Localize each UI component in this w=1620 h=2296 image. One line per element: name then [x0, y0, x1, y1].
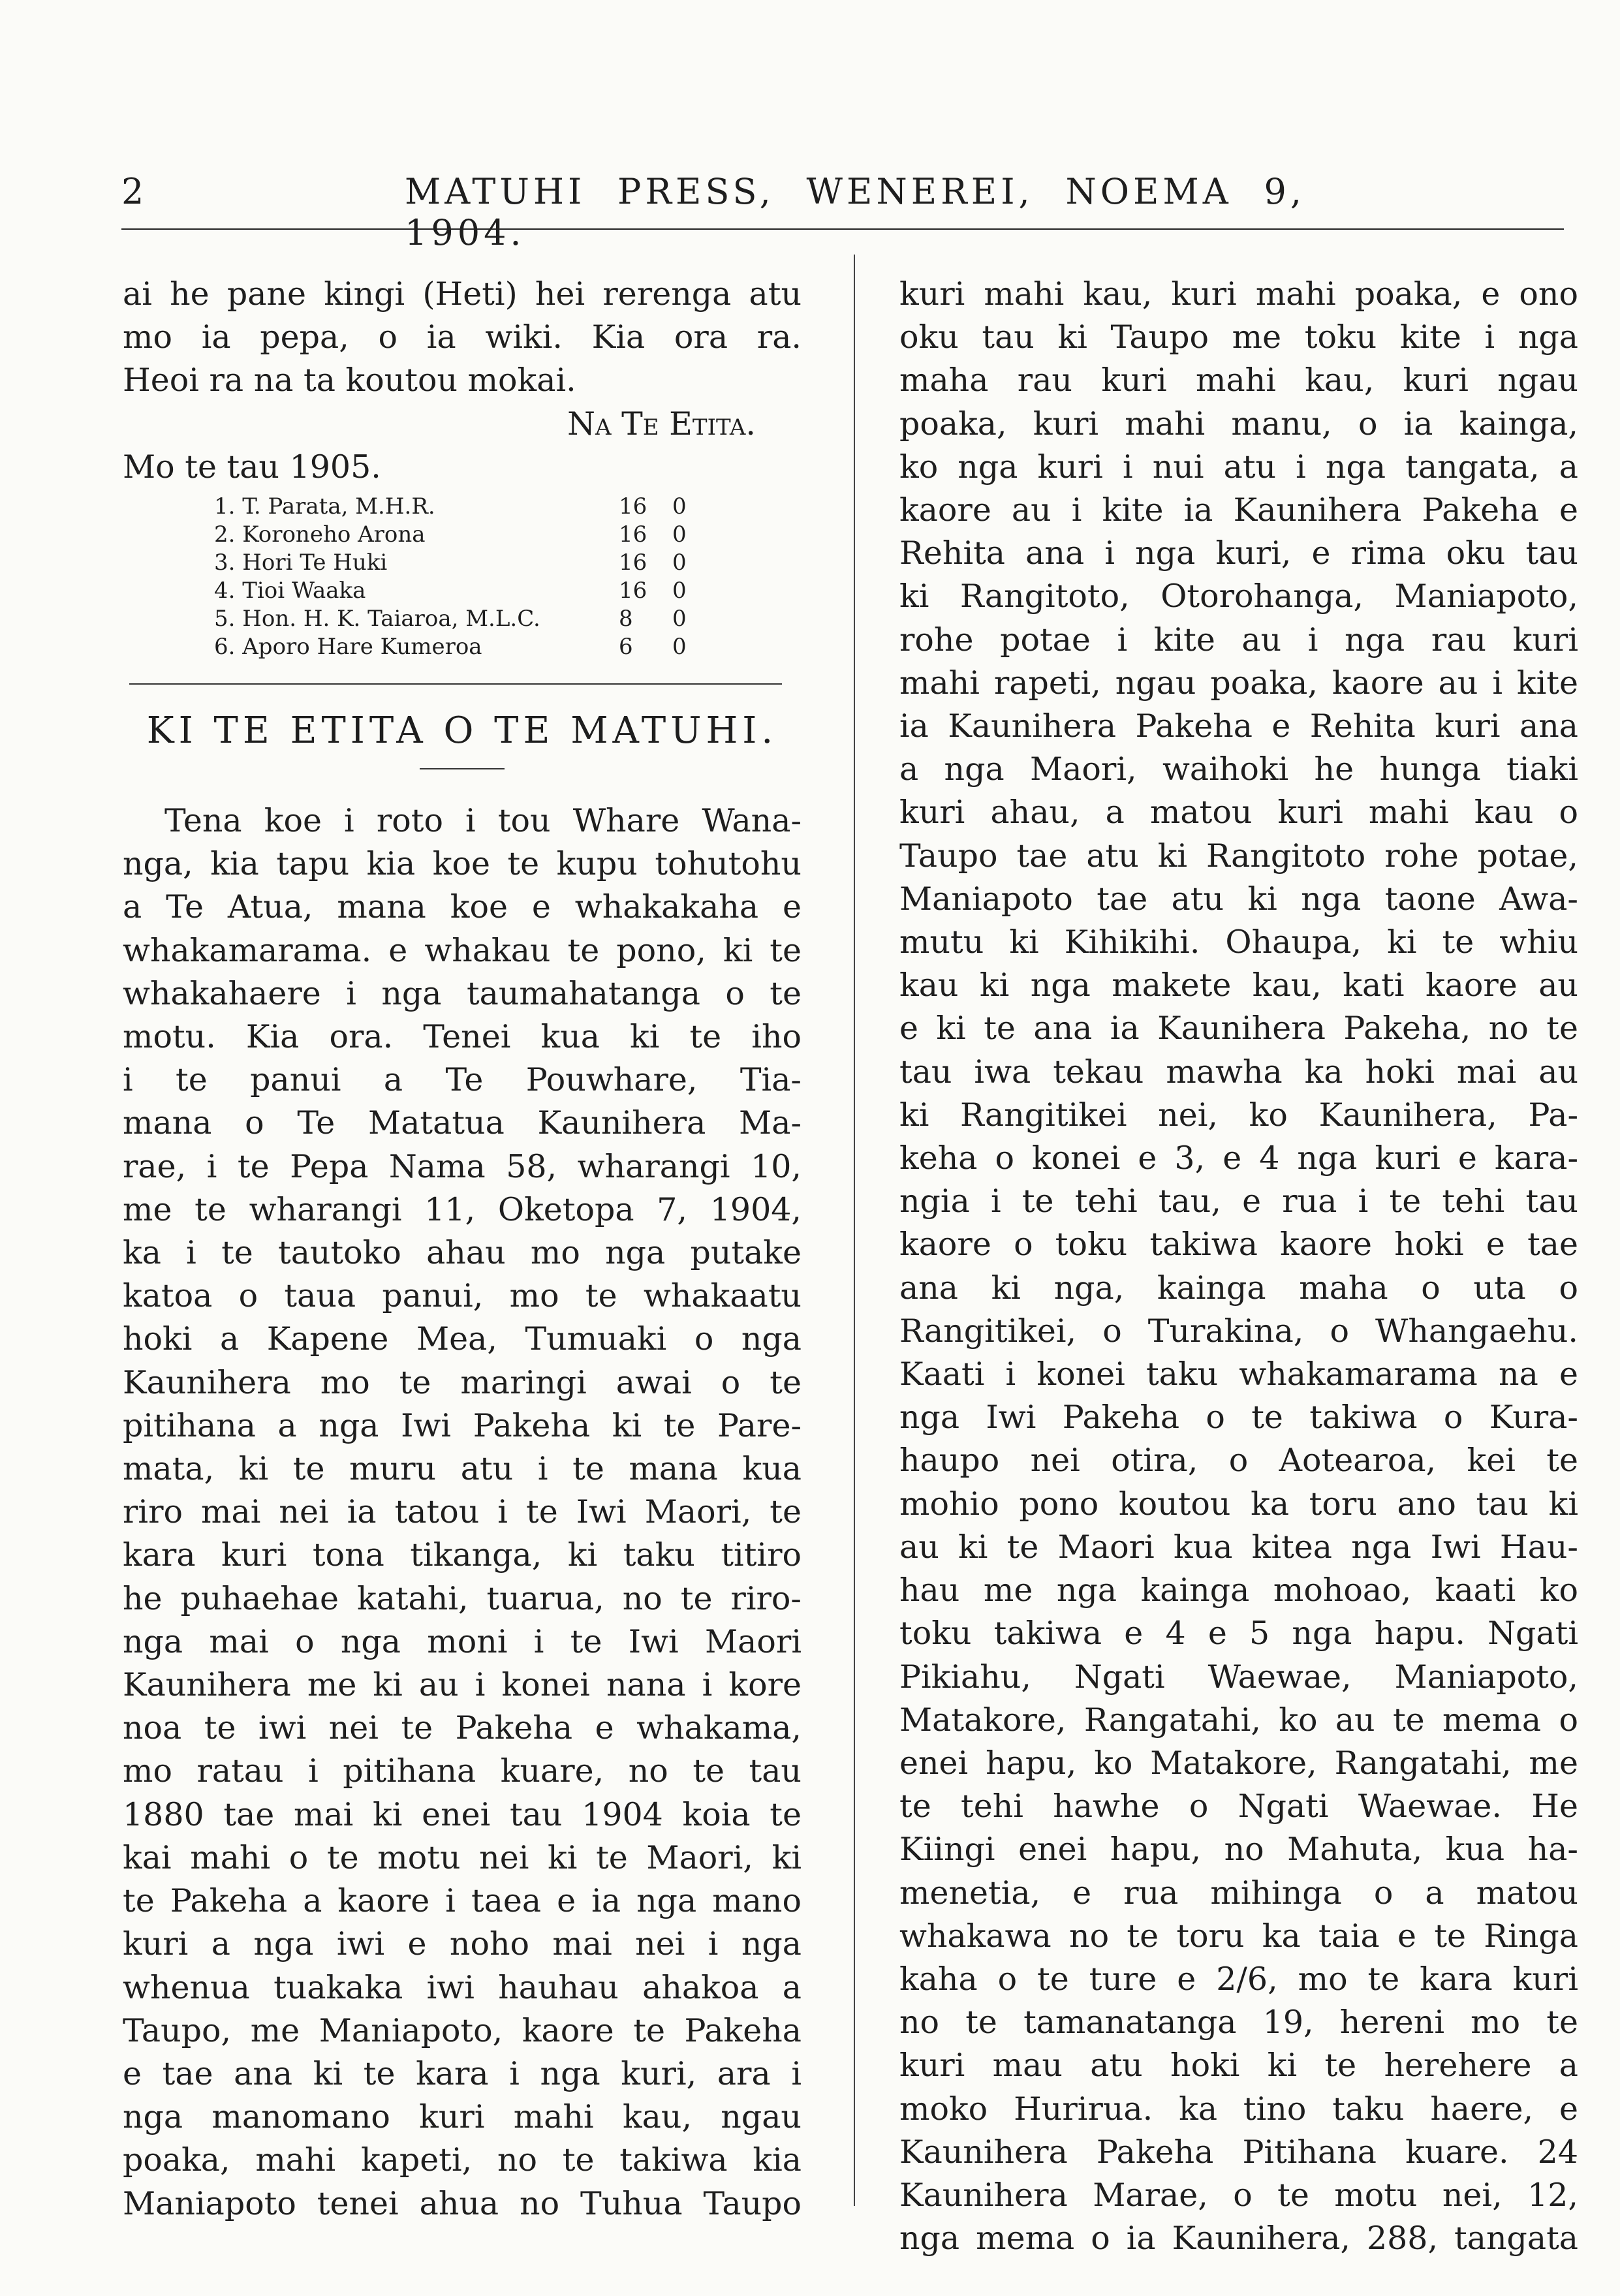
- subscription-row: [214, 493, 698, 521]
- subscription-row: [214, 549, 698, 577]
- text-line: te Pakeha a kaore i taea e ia nga mano: [123, 1882, 802, 1920]
- text-line: Kaunihera Pakeha Pitihana kuare. 24: [899, 2133, 1578, 2171]
- right-column: [899, 273, 1578, 2260]
- text-line: ai he pane kingi (Heti) hei rerenga atu: [123, 275, 802, 313]
- text-line: nga manomano kuri mahi kau, ngau: [123, 2098, 802, 2136]
- text-line: ki Rangitikei nei, ko Kaunihera, Pa-: [899, 1096, 1578, 1134]
- intro-paragraph: [123, 273, 802, 403]
- subscription-pence: 0: [672, 634, 687, 660]
- subscription-pence: 0: [672, 578, 687, 604]
- text-line: katoa o taua panui, mo te whakaatu: [123, 1277, 802, 1315]
- text-line: nga Iwi Pakeha o te takiwa o Kura-: [899, 1399, 1578, 1436]
- text-line: motu. Kia ora. Tenei kua ki te iho: [123, 1018, 802, 1056]
- text-line: maha rau kuri mahi kau, kuri ngau: [899, 362, 1578, 399]
- text-line: mo ratau i pitihana kuare, no te tau: [123, 1752, 802, 1790]
- text-line: au ki te Maori kua kitea nga Iwi Hau-: [899, 1528, 1578, 1566]
- text-line: moko Hurirua. ka tino taku haere, e: [899, 2090, 1578, 2128]
- text-line: Pikiahu, Ngati Waewae, Maniapoto,: [899, 1658, 1578, 1696]
- text-line: ki Rangitoto, Otorohanga, Maniapoto,: [899, 578, 1578, 615]
- subscription-amount: 16: [619, 578, 647, 604]
- subscription-row: [214, 521, 698, 549]
- text-line: kuri ahau, a matou kuri mahi kau o: [899, 794, 1578, 831]
- text-line: mahi rapeti, ngau poaka, kaore au i kite: [899, 664, 1578, 702]
- text-line: i te panui a Te Pouwhare, Tia-: [123, 1061, 802, 1099]
- text-line: Kaati i konei taku whakamarama na e: [899, 1356, 1578, 1393]
- text-line: keha o konei e 3, e 4 nga kuri e kara-: [899, 1140, 1578, 1177]
- text-line: no te tamanatanga 19, hereni mo te: [899, 2004, 1578, 2041]
- text-line: kaore o toku takiwa kaore hoki e tae: [899, 1226, 1578, 1264]
- text-line: mo ia pepa, o ia wiki. Kia ora ra.: [123, 318, 802, 356]
- text-line: ka i te tautoko ahau mo nga putake: [123, 1234, 802, 1272]
- text-line: mana o Te Matatua Kaunihera Ma-: [123, 1104, 802, 1142]
- text-line: kara kuri tona tikanga, ki taku titiro: [123, 1536, 802, 1574]
- text-line: Kaunihera Marae, o te motu nei, 12,: [899, 2176, 1578, 2214]
- subscriber-name: 2. Koroneho Arona: [214, 521, 426, 548]
- text-line: menetia, e rua mihinga o a matou: [899, 1874, 1578, 1912]
- text-line: hoki a Kapene Mea, Tumuaki o nga: [123, 1320, 802, 1358]
- text-line: Maniapoto tenei ahua no Tuhua Taupo: [123, 2184, 802, 2222]
- text-line: rohe potae i kite au i nga rau kuri: [899, 621, 1578, 659]
- subscription-pence: 0: [672, 550, 687, 576]
- text-line: noa te iwi nei te Pakeha e whakama,: [123, 1709, 802, 1747]
- text-line: enei hapu, ko Matakore, Rangatahi, me: [899, 1744, 1578, 1782]
- section-divider: [129, 683, 782, 685]
- text-line: a Te Atua, mana koe e whakakaha e: [123, 888, 802, 926]
- subscription-amount: 16: [619, 550, 647, 576]
- text-line: ia Kaunihera Pakeha e Rehita kuri ana: [899, 707, 1578, 745]
- text-line: a nga Maori, waihoki he hunga tiaki: [899, 751, 1578, 788]
- text-line: ko nga kuri i nui atu i nga tangata, a: [899, 448, 1578, 486]
- text-line: Taupo, me Maniapoto, kaore te Pakeha: [123, 2011, 802, 2049]
- subscription-pence: 0: [672, 493, 687, 520]
- text-line: nga, kia tapu kia koe te kupu tohutohu: [123, 845, 802, 883]
- page-number: 2: [121, 171, 144, 212]
- text-line: Kaunihera mo te maringi awai o te: [123, 1363, 802, 1401]
- text-line: nga mai o nga moni i te Iwi Maori: [123, 1622, 802, 1660]
- text-line: he puhaehae katahi, tuarua, no te riro-: [123, 1579, 802, 1617]
- text-line: Kiingi enei hapu, no Mahuta, kua ha-: [899, 1831, 1578, 1869]
- text-line: poaka, kuri mahi manu, o ia kainga,: [899, 405, 1578, 442]
- text-line: Heoi ra na ta koutou mokai.: [123, 362, 576, 399]
- header-rule: [121, 228, 1564, 230]
- text-line: kuri mau atu hoki ki te herehere a: [899, 2047, 1578, 2085]
- text-line: whakawa no te toru ka taia e te Ringa: [899, 1917, 1578, 1955]
- text-line: kaha o te ture e 2/6, mo te kara kuri: [899, 1960, 1578, 1998]
- text-line: te tehi hawhe o Ngati Waewae. He: [899, 1788, 1578, 1825]
- text-line: mohio pono koutou ka toru ano tau ki: [899, 1485, 1578, 1523]
- text-line: whakahaere i nga taumahatanga o te: [123, 974, 802, 1012]
- text-line: haupo nei otira, o Aotearoa, kei te: [899, 1442, 1578, 1480]
- text-line: kaore au i kite ia Kaunihera Pakeha e: [899, 491, 1578, 529]
- text-line: tau iwa tekau mawha ka hoki mai au: [899, 1053, 1578, 1091]
- subscription-pence: 0: [672, 521, 687, 548]
- text-line: kuri a nga iwi e noho mai nei i nga: [123, 1925, 802, 1963]
- text-line: Rangitikei, o Turakina, o Whangaehu.: [899, 1312, 1578, 1350]
- letter-body: [123, 799, 802, 2226]
- subscriber-name: 6. Aporo Hare Kumeroa: [214, 634, 482, 660]
- text-line: Tena koe i roto i tou Whare Wana-: [164, 802, 802, 840]
- subscription-pence: 0: [672, 606, 687, 632]
- subscription-row: [214, 577, 698, 605]
- text-line: 1880 tae mai ki enei tau 1904 koia te: [123, 1795, 802, 1833]
- text-line: mutu ki Kihikihi. Ohaupa, ki te whiu: [899, 923, 1578, 961]
- text-line: Matakore, Rangatahi, ko au te mema o: [899, 1701, 1578, 1739]
- title-divider: [420, 768, 505, 769]
- editor-signoff: Na Te Etita.: [567, 405, 756, 442]
- text-line: whakamarama. e whakau te pono, ki te: [123, 931, 802, 969]
- text-line: e ki te ana ia Kaunihera Pakeha, no te: [899, 1010, 1578, 1047]
- text-line: Rehita ana i nga kuri, e rima oku tau: [899, 535, 1578, 572]
- running-head: MATUHI PRESS, WENEREI, NOEMA 9, 1904.: [405, 171, 1305, 253]
- subscriber-name: 3. Hori Te Huki: [214, 550, 388, 576]
- text-line: whenua tuakaka iwi hauhau ahakoa a: [123, 1968, 802, 2006]
- subscription-list: [214, 493, 698, 661]
- article-title: KI TE ETITA O TE MATUHI.: [146, 709, 778, 752]
- subscriber-name: 4. Tioi Waaka: [214, 578, 366, 604]
- subscription-amount: 16: [619, 521, 647, 548]
- text-line: riro mai nei ia tatou i te Iwi Maori, te: [123, 1493, 802, 1531]
- subscription-row: [214, 605, 698, 633]
- text-line: pitihana a nga Iwi Pakeha ki te Pare-: [123, 1406, 802, 1444]
- subscriber-name: 1. T. Parata, M.H.R.: [214, 493, 435, 520]
- text-line: e tae ana ki te kara i nga kuri, ara i: [123, 2055, 802, 2092]
- text-line: kai mahi o te motu nei ki te Maori, ki: [123, 1838, 802, 1876]
- subscription-amount: 16: [619, 493, 647, 520]
- text-line: Maniapoto tae atu ki nga taone Awa-: [899, 880, 1578, 918]
- subscriber-name: 5. Hon. H. K. Taiaroa, M.L.C.: [214, 606, 540, 632]
- text-line: oku tau ki Taupo me toku kite i nga: [899, 318, 1578, 356]
- text-line: Taupo tae atu ki Rangitoto rohe potae,: [899, 837, 1578, 875]
- text-line: me te wharangi 11, Oketopa 7, 1904,: [123, 1190, 802, 1228]
- text-line: Kaunihera me ki au i konei nana i kore: [123, 1666, 802, 1704]
- subscription-row: [214, 633, 698, 661]
- text-line: kau ki nga makete kau, kati kaore au: [899, 967, 1578, 1004]
- subscription-amount: 8: [619, 606, 633, 632]
- subscription-amount: 6: [619, 634, 633, 660]
- left-column: [123, 273, 802, 2226]
- text-line: mata, ki te muru atu i te mana kua: [123, 1450, 802, 1488]
- text-line: toku takiwa e 4 e 5 nga hapu. Ngati: [899, 1615, 1578, 1652]
- text-line: nga mema o ia Kaunihera, 288, tangata: [899, 2220, 1578, 2257]
- text-line: poaka, mahi kapeti, no te takiwa kia: [123, 2141, 802, 2179]
- subscription-list-heading: Mo te tau 1905.: [123, 448, 381, 486]
- text-line: ngia i te tehi tau, e rua i te tehi tau: [899, 1183, 1578, 1220]
- text-line: hau me nga kainga mohoao, kaati ko: [899, 1572, 1578, 1609]
- text-line: ana ki nga, kainga maha o uta o: [899, 1269, 1578, 1307]
- text-line: kuri mahi kau, kuri mahi poaka, e ono: [899, 275, 1578, 313]
- text-line: rae, i te Pepa Nama 58, wharangi 10,: [123, 1147, 802, 1185]
- column-divider: [854, 255, 855, 2206]
